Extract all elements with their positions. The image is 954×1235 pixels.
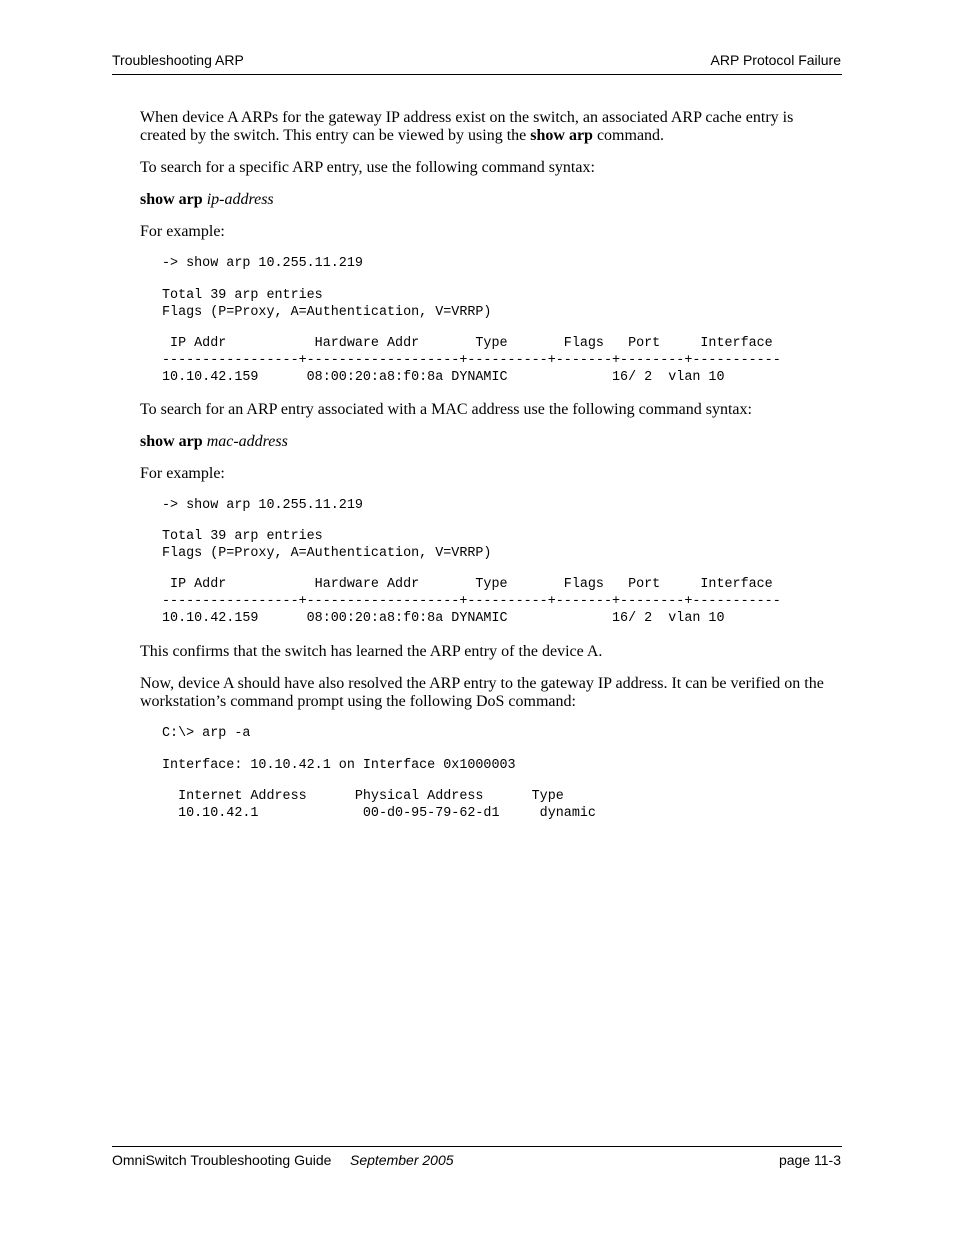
paragraph-arp-cache-entry [140,109,840,145]
footer-date: September 2005 [350,1152,454,1168]
paragraph-text: command. [592,127,665,144]
footer-page-number: page 11-3 [778,1152,841,1168]
code-summary: Total 39 arp entries Flags (P=Proxy, A=Authentication, V=VRRP) [162,529,492,561]
syntax-command: show arp [140,433,203,450]
paragraph-search-mac: To search for an ARP entry associated with a MAC address use the following command syntax: [140,401,752,418]
syntax-show-arp-ip [140,191,840,209]
syntax-command: show arp [140,191,203,208]
paragraph-workstation: Now, device A should have also resolved the ARP entry to the gateway IP address. It can be verified on the workstation’s command prompt using the following DoS command: [140,675,824,710]
code-arp-table: IP Addr Hardware Addr Type Flags Port Interface -----------------+-------------------+----------+-------+--------+----------- 10.10.42.159 08:00:20:a8:f0:8a DYNAMIC 16/ 2 vlan 10 [162,577,781,626]
footer-rule [112,1146,842,1147]
code-summary: Total 39 arp entries Flags (P=Proxy, A=Authentication, V=VRRP) [162,288,492,320]
example-label: For example: [140,465,225,482]
syntax-show-arp-mac [140,433,840,451]
syntax-argument: ip-address [206,191,274,208]
code-arp-table: IP Addr Hardware Addr Type Flags Port Interface -----------------+-------------------+----------+-------+--------+----------- 10.10.42.159 08:00:20:a8:f0:8a DYNAMIC 16/ 2 vlan 10 [162,336,781,385]
paragraph-confirmation: This confirms that the switch has learned the ARP entry of the device A. [140,643,603,660]
code-interface-line: Interface: 10.10.42.1 on Interface 0x1000003 [162,758,516,773]
code-arp-a-table: Internet Address Physical Address Type 10.10.42.1 00-d0-95-79-62-d1 dynamic [178,789,596,821]
code-command: -> show arp 10.255.11.219 [162,256,363,271]
syntax-argument: mac-address [206,433,288,450]
paragraph-search-ip: To search for a specific ARP entry, use the following command syntax: [140,159,595,176]
header-rule [112,74,842,75]
inline-command: show arp [530,127,593,144]
code-command: C:\> arp -a [162,726,251,741]
page-header-left: Troubleshooting ARP [112,52,244,68]
paragraph-text: When device A ARPs for the gateway IP address exist on the switch, an associated ARP cache entry is created by the switch. This entry can be viewed by using the [140,109,794,144]
page-header-right: ARP Protocol Failure [710,52,841,68]
footer-guide-title: OmniSwitch Troubleshooting Guide [112,1152,332,1168]
example-label: For example: [140,223,225,240]
code-command: -> show arp 10.255.11.219 [162,498,363,513]
